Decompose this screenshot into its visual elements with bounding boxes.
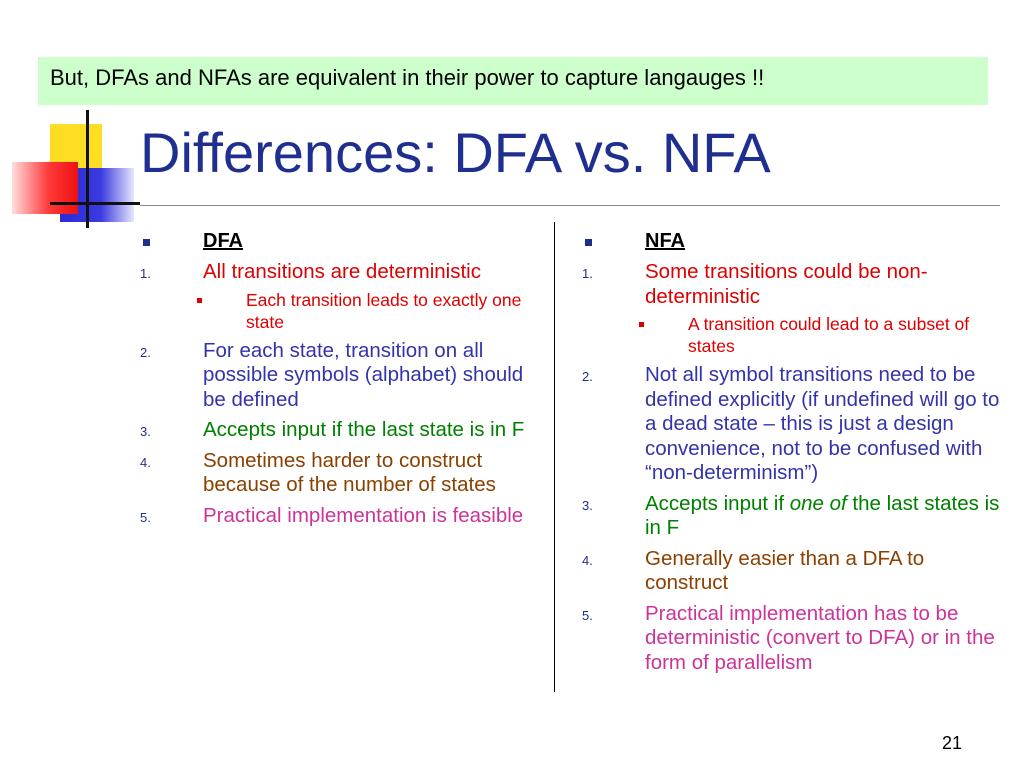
item-number: 4. — [140, 454, 151, 470]
page-number: 21 — [941, 733, 962, 753]
nfa-item-3-text-before: Accepts input if — [645, 491, 790, 515]
nfa-column — [582, 228, 1002, 681]
nfa-item-3-text-after: the last states is in F — [645, 491, 1000, 539]
item-number: 1. — [140, 266, 151, 281]
item-number: 4. — [582, 552, 593, 568]
dfa-column — [140, 228, 540, 534]
nfa-item-3-emphasis: one of — [789, 491, 847, 515]
nfa-item-5-text: Practical implementation has to be deterministic (convert to DFA) or in the form of parallelism — [645, 601, 995, 674]
column-divider — [554, 222, 555, 692]
nfa-item-3 — [582, 492, 1002, 541]
logo-red-square — [12, 162, 78, 214]
nfa-item-1-text: Some transitions could be non-deterministic — [645, 260, 928, 308]
dfa-item-1-text: All transitions are deterministic — [203, 260, 481, 283]
nfa-item-4-text: Generally easier than a DFA to construct — [645, 546, 925, 594]
title-rule — [140, 205, 1000, 206]
nfa-item-3-text — [645, 492, 1002, 541]
item-number: 1. — [582, 266, 593, 281]
dfa-item-4 — [140, 449, 540, 498]
dfa-item-5 — [140, 504, 540, 529]
logo-horizontal-line — [50, 202, 140, 205]
dfa-heading: DFA — [203, 230, 243, 252]
nfa-heading: NFA — [645, 230, 685, 252]
small-square-bullet-icon — [639, 322, 644, 327]
item-number: 3. — [582, 497, 593, 513]
dfa-item-3 — [140, 418, 540, 443]
nfa-item-1-sub — [582, 313, 1002, 357]
small-square-bullet-icon — [197, 298, 202, 303]
nfa-item-5 — [582, 602, 1002, 676]
equivalence-callout: But, DFAs and NFAs are equivalent in their power to capture langauges !! — [38, 57, 988, 105]
item-number: 3. — [140, 424, 151, 439]
nfa-item-2 — [582, 363, 1002, 486]
logo-vertical-line — [86, 110, 89, 228]
dfa-item-4-text: Sometimes harder to construct because of the number of states — [203, 448, 496, 496]
nfa-item-1-sub-text: A transition could lead to a subset of states — [688, 314, 970, 356]
item-number: 5. — [140, 509, 151, 525]
dfa-item-2-text: For each state, transition on all possible symbols (alphabet) should be defined — [203, 338, 524, 411]
slide-title: Differences: DFA vs. NFA — [140, 121, 771, 184]
dfa-item-1 — [140, 260, 540, 285]
dfa-item-5-text: Practical implementation is feasible — [203, 503, 524, 527]
dfa-item-1-sub-text: Each transition leads to exactly one state — [246, 289, 522, 332]
decorative-logo-icon — [0, 110, 140, 230]
square-bullet-icon — [143, 239, 150, 246]
nfa-item-1 — [582, 260, 1002, 309]
nfa-item-4 — [582, 547, 1002, 596]
nfa-heading-row — [582, 228, 1002, 254]
dfa-item-2 — [140, 339, 540, 413]
dfa-heading-row — [140, 228, 540, 254]
square-bullet-icon — [585, 239, 592, 246]
item-number: 2. — [140, 344, 151, 360]
nfa-item-2-text: Not all symbol transitions need to be defined explicitly (if undefined will go to a dead state – this is just a design convenience, not to be confused with “non-determinism”) — [645, 363, 1000, 484]
item-number: 2. — [582, 369, 593, 384]
dfa-item-3-text: Accepts input if the last state is in F — [203, 418, 525, 441]
dfa-item-1-sub — [140, 289, 540, 333]
item-number: 5. — [582, 607, 593, 623]
